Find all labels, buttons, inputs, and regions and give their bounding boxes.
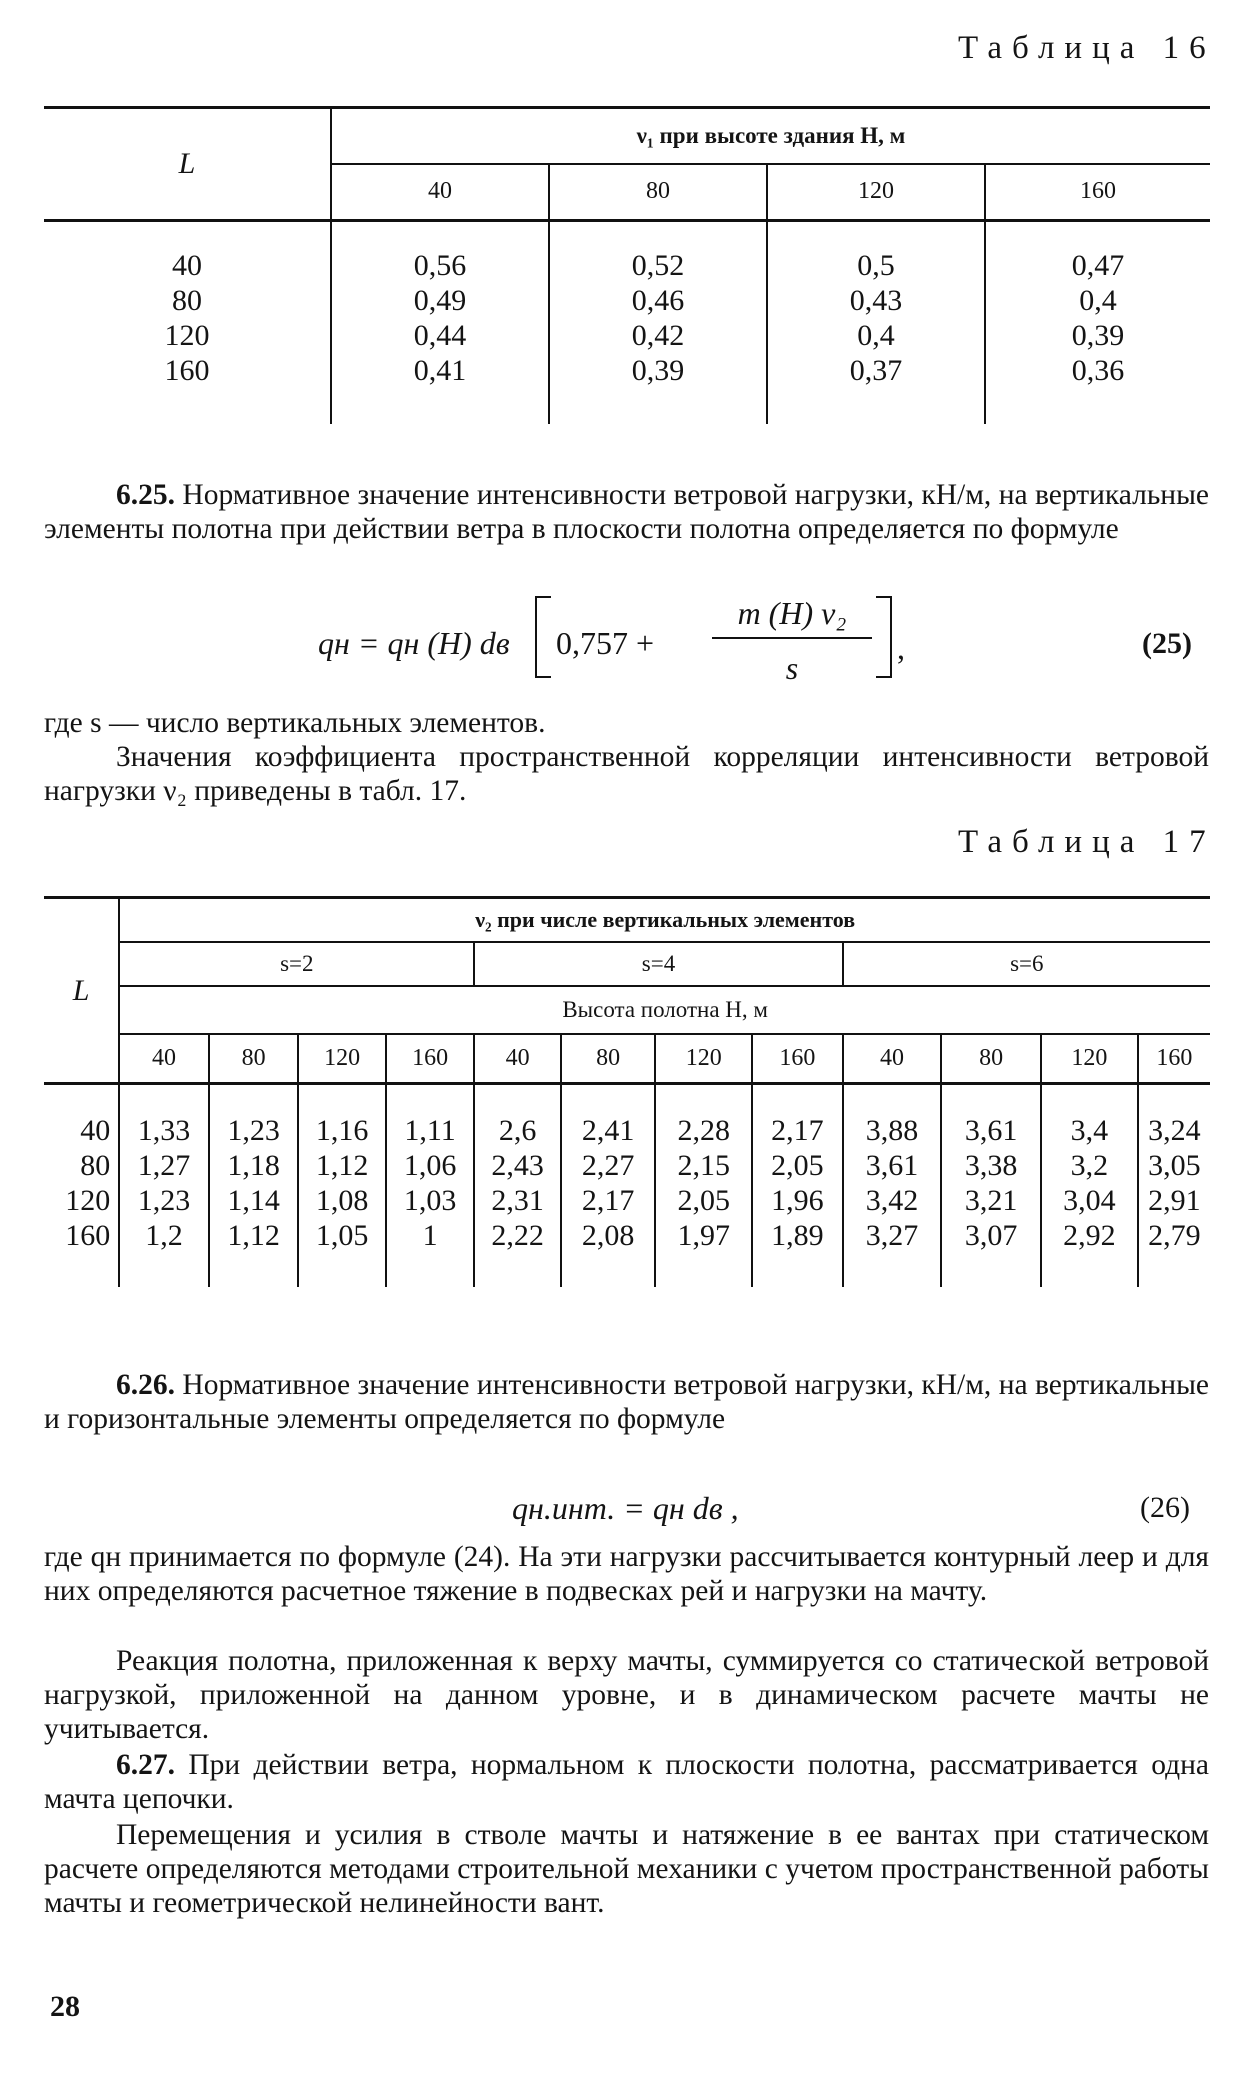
table17-cell: 3,2 (1041, 1148, 1138, 1183)
table17-cell: 1,96 (752, 1183, 843, 1218)
section-6-25-where: где s — число вертикальных элементов. (44, 707, 546, 739)
formula-26: qн.инт. = qн dв , (512, 1490, 739, 1526)
table16-cell: 0,4 (767, 318, 985, 353)
table17-cell: 2,08 (561, 1218, 656, 1287)
formula-25-comma: , (897, 630, 905, 666)
table16-cell: 0,49 (331, 283, 549, 318)
table17-row (44, 1218, 1210, 1287)
section-6-25-paragraph (44, 478, 1209, 546)
table16-cell: 0,47 (1071, 249, 1125, 282)
table17-cell: 2,05 (752, 1148, 843, 1183)
table17-row (44, 1084, 1210, 1149)
table16-row (44, 221, 1210, 284)
table17-cell: 2,92 (1041, 1218, 1138, 1287)
table17-col-header: 120 (298, 1034, 386, 1084)
section-6-27-paragraph (44, 1748, 1209, 1816)
table17-cell: 1,03 (386, 1183, 475, 1218)
table17-cell: 2,27 (561, 1148, 656, 1183)
table17-cell: 2,43 (474, 1148, 560, 1183)
table17-cell: 1,23 (119, 1183, 209, 1218)
table16-group-header: ν₁ при высоте здания H, м (331, 108, 1210, 164)
section-6-27-number: 6.27. (116, 1749, 175, 1781)
table17-cell: 1,06 (386, 1148, 475, 1183)
equation-26-number: (26) (1140, 1491, 1190, 1524)
table17-s-group: s=6 (843, 942, 1210, 986)
table16-cell: 0,43 (767, 283, 985, 318)
table17-col-header: 160 (752, 1034, 843, 1084)
table16-cell: 0,42 (549, 318, 767, 353)
table17-col-header: 120 (655, 1034, 752, 1084)
table17-cell: 3,42 (843, 1183, 942, 1218)
table17-cell: 1,08 (298, 1183, 386, 1218)
table16-row (44, 318, 1210, 353)
formula-25-left: qн = qн (H) dв (318, 625, 510, 661)
table16-row-label: 120 (44, 318, 331, 353)
table17-cell: 2,17 (752, 1084, 843, 1149)
table17-row-label: 120 (44, 1183, 119, 1218)
table16-cell: 0,36 (1071, 354, 1125, 387)
table17-row-label: 160 (44, 1218, 119, 1287)
table17-cell: 1,16 (298, 1084, 386, 1149)
formula-25-fraction-bar (712, 637, 872, 639)
table17-cell: 1,05 (298, 1218, 386, 1287)
table16-row-label: 160 (44, 353, 331, 424)
table17-cell: 1,97 (655, 1218, 752, 1287)
table17-caption: Таблица 17 (958, 824, 1216, 860)
section-6-26-number: 6.26. (116, 1369, 175, 1401)
table17-cell: 1,12 (209, 1218, 299, 1287)
table17-cell: 3,05 (1148, 1149, 1201, 1182)
table16-row-label: 80 (44, 283, 331, 318)
page-number: 28 (50, 1990, 80, 2023)
section-6-25-text: Нормативное значение интенсивности ветровой нагрузки, кН/м, на вертикальные элементы полотна при действии ветра в плоскости полотна определяется по формуле (44, 479, 1209, 545)
table17-row-header: L (44, 898, 119, 1084)
table17-cell: 2,15 (655, 1148, 752, 1183)
table17-cell: 2,79 (1148, 1219, 1201, 1252)
section-6-26-paragraph (44, 1368, 1209, 1436)
table17-cell: 3,61 (941, 1084, 1041, 1149)
table16-row-label: 40 (44, 221, 331, 284)
table16-row-header: L (44, 108, 331, 221)
table17-cell: 3,27 (843, 1218, 942, 1287)
section-6-27-paragraph-2: Перемещения и усилия в стволе мачты и натяжение в ее вантах при статическом расчете определяются методами строительной механики с учетом пространственной работы мачты и геометрической нелинейности вант. (44, 1819, 1209, 1919)
table17-cell: 1,14 (209, 1183, 299, 1218)
formula-25-numerator: m (H) ν₂ (737, 595, 847, 631)
table17-col-header: 160 (1138, 1034, 1210, 1084)
section-6-26-paragraph-3: Реакция полотна, приложенная к верху мачты, суммируется со статической ветровой нагрузкой, приложенной на данном уровне, и в динамическом расчете мачты не учитывается. (44, 1645, 1209, 1745)
table17-col-header: 120 (1041, 1034, 1138, 1084)
section-6-26-text: Нормативное значение интенсивности ветровой нагрузки, кН/м, на вертикальные и горизонтальные элементы определяется по формуле (44, 1369, 1209, 1435)
table17-cell: 3,04 (1041, 1183, 1138, 1218)
formula-25-denominator: s (785, 650, 799, 686)
table17-cell: 2,31 (474, 1183, 560, 1218)
table17-cell: 3,07 (941, 1218, 1041, 1287)
table17-cell: 2,91 (1148, 1184, 1201, 1217)
table17-cell: 3,38 (941, 1148, 1041, 1183)
table17-cell: 3,21 (941, 1183, 1041, 1218)
table17-row-label: 40 (44, 1084, 119, 1149)
formula-25-bracket-left (535, 596, 551, 678)
table17-row (44, 1148, 1210, 1183)
table17-cell: 1,18 (209, 1148, 299, 1183)
table16-cell: 0,37 (767, 353, 985, 424)
table17-cell: 1,11 (386, 1084, 475, 1149)
table17-group-header: ν₂ при числе вертикальных элементов (119, 898, 1210, 942)
section-6-27-text: При действии ветра, нормальном к плоскости полотна, рассматривается одна мачта цепочки. (44, 1749, 1209, 1815)
table16-cell: 0,41 (331, 353, 549, 424)
table16-cell: 0,44 (331, 318, 549, 353)
equation-25-number: (25) (1142, 627, 1192, 660)
table17-col-header: 40 (843, 1034, 942, 1084)
table17-row-label: 80 (44, 1148, 119, 1183)
table17-row (44, 1183, 1210, 1218)
table17-col-header: 80 (561, 1034, 656, 1084)
table16-cell: 0,4 (1079, 284, 1117, 317)
table17-cell: 1,89 (752, 1218, 843, 1287)
section-6-25-number: 6.25. (116, 479, 175, 511)
table17-cell: 2,05 (655, 1183, 752, 1218)
table17-cell: 2,17 (561, 1183, 656, 1218)
table16-cell: 0,39 (1071, 319, 1125, 352)
section-6-25-text2: Значения коэффициента пространственной корреляции интенсивности ветровой нагрузки ν₂ приведены в табл. 17. (44, 741, 1209, 807)
table17-col-header: 160 (386, 1034, 475, 1084)
table17-col-header: 40 (119, 1034, 209, 1084)
table17-cell: 2,28 (655, 1084, 752, 1149)
table17-cell: 2,22 (474, 1218, 560, 1287)
table16 (44, 106, 1210, 424)
formula-25-constant: 0,757 + (556, 625, 655, 661)
table16-row (44, 353, 1210, 424)
table16-cell: 0,5 (767, 221, 985, 284)
table16-cell: 0,56 (331, 221, 549, 284)
section-6-26-paragraph-2: где qн принимается по формуле (24). На эти нагрузки рассчитывается контурный леер и для них определяются расчетное тяжение в подвесках рей и нагрузки на мачту. (44, 1541, 1209, 1607)
table17-height-header: Высота полотна H, м (119, 986, 1210, 1034)
table16-cell: 0,39 (549, 353, 767, 424)
table17-cell: 3,61 (843, 1148, 942, 1183)
table17-cell: 3,88 (843, 1084, 942, 1149)
table17-s-group: s=2 (119, 942, 474, 986)
table16-cell: 0,46 (549, 283, 767, 318)
table17 (44, 896, 1210, 1287)
table17-col-header: 80 (941, 1034, 1041, 1084)
table16-col-header: 120 (767, 164, 985, 221)
table17-cell: 1,2 (119, 1218, 209, 1287)
table17-col-header: 40 (474, 1034, 560, 1084)
table16-col-header: 40 (331, 164, 549, 221)
table17-cell: 3,24 (1148, 1114, 1201, 1147)
table16-cell: 0,52 (549, 221, 767, 284)
table17-cell: 1,12 (298, 1148, 386, 1183)
table17-cell: 3,4 (1041, 1084, 1138, 1149)
formula-25-bracket-right (876, 596, 892, 678)
table16-col-header: 80 (549, 164, 767, 221)
table17-col-header: 80 (209, 1034, 299, 1084)
table17-cell: 1,23 (209, 1084, 299, 1149)
table17-cell: 1 (386, 1218, 475, 1287)
table17-cell: 1,27 (119, 1148, 209, 1183)
table16-caption: Таблица 16 (958, 30, 1216, 66)
table16-row (44, 283, 1210, 318)
table17-cell: 1,33 (119, 1084, 209, 1149)
table16-col-header: 160 (985, 164, 1210, 221)
table17-s-group: s=4 (474, 942, 842, 986)
table17-cell: 2,6 (474, 1084, 560, 1149)
table17-cell: 2,41 (561, 1084, 656, 1149)
